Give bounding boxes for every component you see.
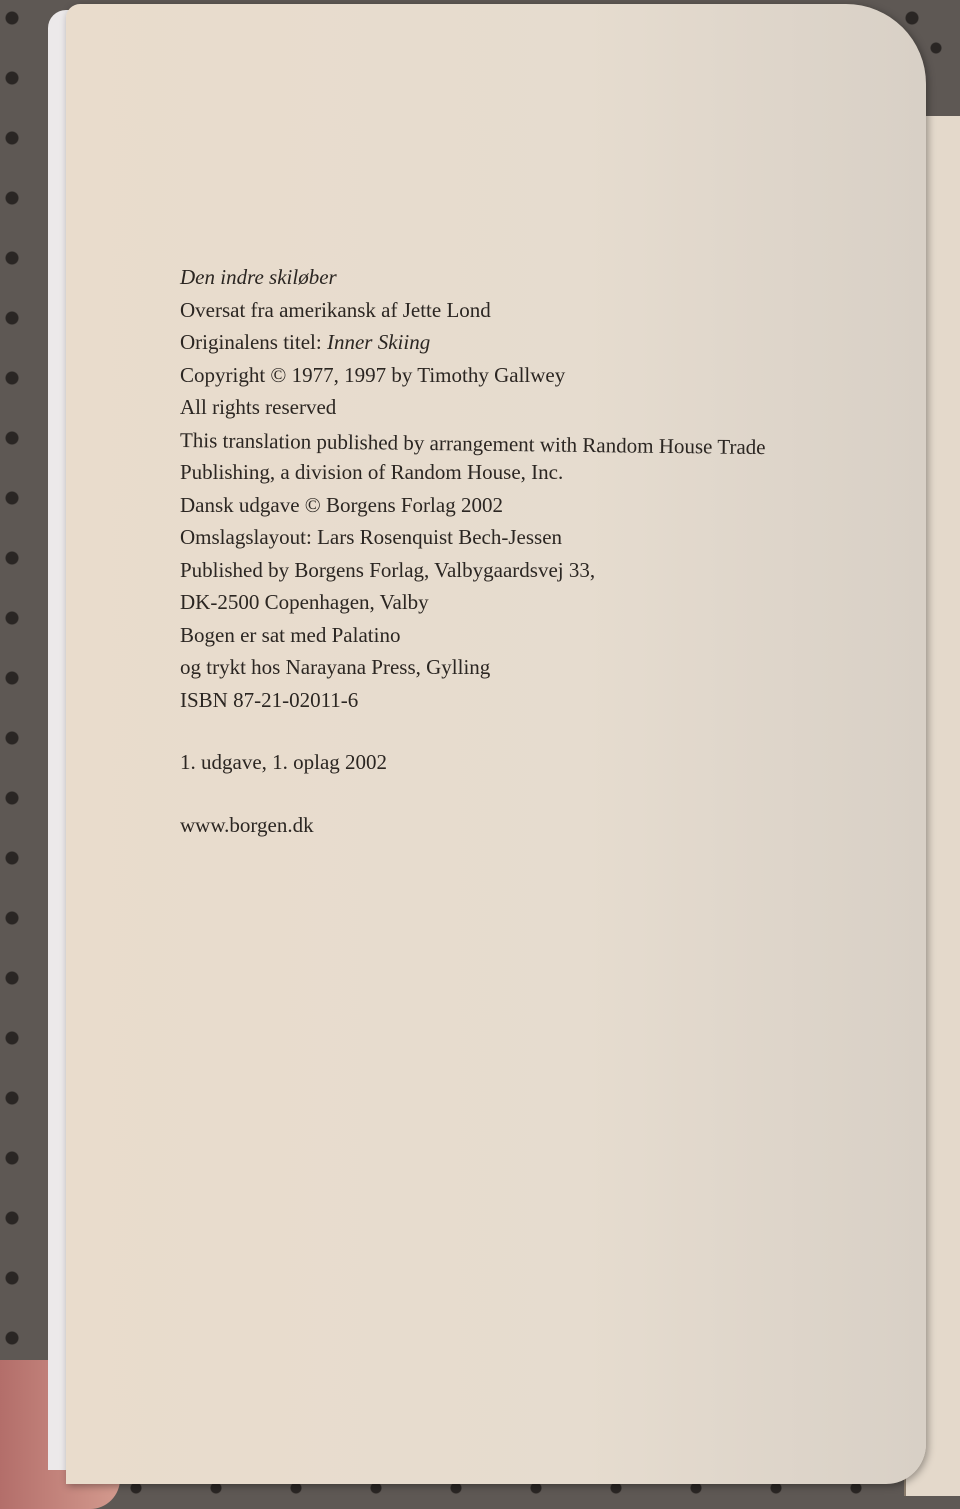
typeface-line: Bogen er sat med Palatino — [180, 622, 401, 647]
spacer — [180, 716, 880, 746]
translated-title: Den indre skiløber — [180, 265, 337, 289]
printer-line: og trykt hos Narayana Press, Gylling — [180, 655, 491, 679]
arrangement-line-2: Publishing, a division of Random House, Inc. — [180, 460, 564, 484]
original-title-label: Originalens titel: — [180, 330, 327, 354]
publisher-line-2: DK-2500 Copenhagen, Valby — [180, 590, 429, 614]
publisher-line-1: Published by Borgens Forlag, Valbygaardsvej 33, — [180, 557, 596, 582]
edition-line: 1. udgave, 1. oplag 2002 — [180, 750, 388, 774]
rights-line: All rights reserved — [180, 395, 337, 419]
colophon — [180, 261, 880, 841]
cover-layout-line: Omslagslayout: Lars Rosenquist Bech-Jessen — [180, 525, 563, 549]
spacer — [180, 779, 880, 809]
website-line: www.borgen.dk — [180, 812, 314, 837]
translator-credit: Oversat fra amerikansk af Jette Lond — [180, 297, 491, 322]
original-title-value: Inner Skiing — [326, 330, 431, 354]
copyright-line: Copyright © 1977, 1997 by Timothy Gallwey — [180, 362, 566, 387]
original-title — [180, 326, 880, 359]
isbn-line: ISBN 87-21-02011-6 — [180, 687, 359, 712]
arrangement-line-1: This translation published by arrangement with Random House Trade — [179, 427, 766, 459]
danish-edition-line: Dansk udgave © Borgens Forlag 2002 — [180, 492, 503, 517]
